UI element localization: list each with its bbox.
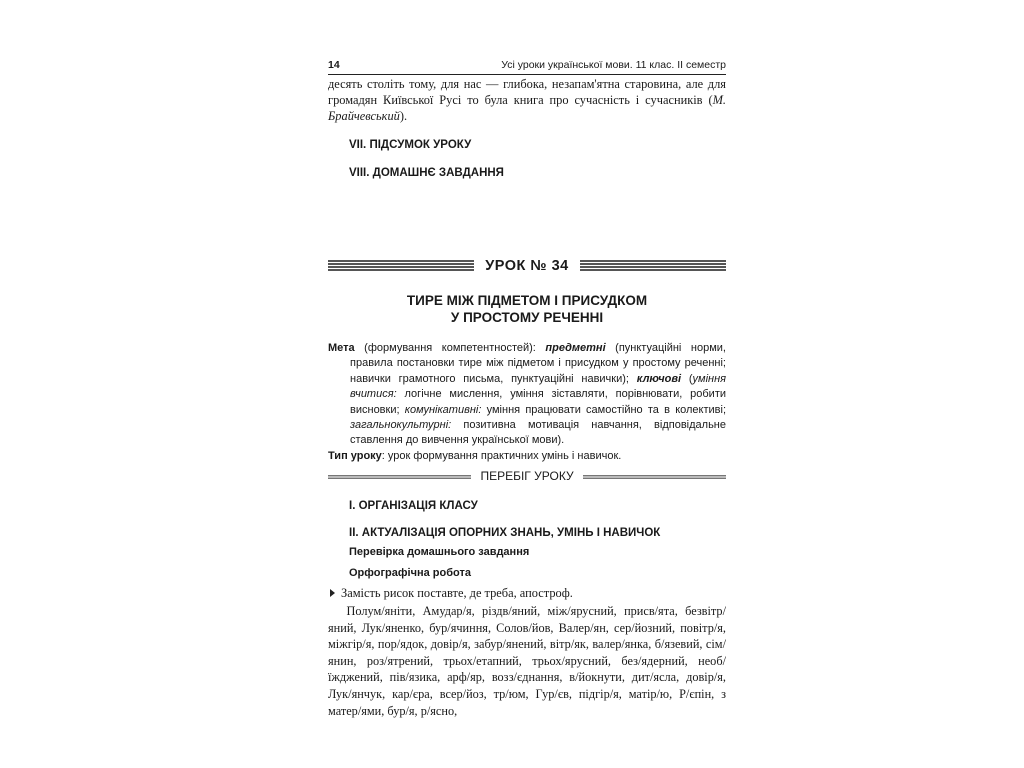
lesson-meta: [328, 341, 726, 464]
type-text: : урок формування практичних умінь і навичок.: [381, 449, 622, 462]
lesson-topic: [328, 292, 726, 326]
subject-label: предметні: [545, 342, 606, 354]
subject-text: (пунктуаційні норми, правила постановки тире між підметом і присудком у простому реченні; навички грамотного письма, пунктуаційні навички);: [350, 342, 726, 385]
type-label: Тип уроку: [328, 449, 382, 462]
learn-text: логічне мислення, уміння зіставляти, порівнювати, робити висновки;: [350, 388, 726, 416]
goal-label: Мета: [328, 342, 355, 354]
section-heading-i: І. ОРГАНІЗАЦІЯ КЛАСУ: [349, 500, 478, 512]
intro-end: ).: [399, 108, 408, 123]
exercise-text: [328, 603, 726, 719]
learn-label: уміння вчитися:: [350, 372, 726, 401]
course-label: ПЕРЕБІГ УРОКУ: [328, 469, 726, 483]
lesson-banner: [328, 258, 726, 274]
task-instruction-text: Замість рисок поставте, де треба, апостроф.: [341, 586, 573, 600]
running-header: [328, 56, 726, 75]
key-open: (: [681, 372, 693, 385]
topic-line-2: У ПРОСТОМУ РЕЧЕННІ: [450, 310, 604, 325]
intro-author: М. Брайчевський: [328, 92, 726, 123]
topic-line-1: ТИРЕ МІЖ ПІДМЕТОМ І ПРИСУДКОМ: [406, 293, 648, 308]
type-paragraph: [328, 449, 726, 464]
intro-paragraph: [328, 77, 726, 124]
section-heading-ii: ІІ. АКТУАЛІЗАЦІЯ ОПОРНИХ ЗНАНЬ, УМІНЬ І НАВИЧОК: [349, 527, 661, 539]
triangle-bullet-icon: [330, 589, 335, 597]
comm-text: уміння працювати самостійно та в колективі;: [481, 403, 727, 416]
task-instruction: [328, 586, 726, 602]
exercise-words: Полум/яніти, Амудар/я, різдв/яний, між/ярусний, присв/ята, безвітр/яний, Лук/яненко, бур/ячиння, Солов/йов, Валер/ян, сер/йозний, повітр/я, міжгір/я, пор/ядок, довір/я, забур/янений, вітр/як, валер/янка, б/язевий, сім/янин, роз/ятрений, трьох/етапний, трьох/ярусний, без/ядерний, необ/їжджений, пів/язика, арф/яр, возз/єднання, в/йокнути, дит/ясла, довір/я, Лук/янчук, кар/єра, всер/йоз, тр/юм, Гур/єв, підгір/я, матір/ю, Р/єпін, з матер/ями, бур/я, р/ясно,: [328, 604, 726, 718]
running-title: Усі уроки української мови. 11 клас. ІІ семестр: [501, 59, 726, 71]
cult-label: загальнокультурні:: [350, 419, 452, 432]
book-page: [328, 56, 727, 718]
lesson-number: УРОК № 34: [328, 258, 726, 274]
course-separator: [328, 470, 726, 484]
section-heading-vii: VII. ПІДСУМОК УРОКУ: [349, 139, 472, 151]
goal-paragraph: [328, 341, 726, 449]
section-heading-viii: VIII. ДОМАШНЄ ЗАВДАННЯ: [349, 167, 504, 179]
goal-paren: (формування компетентностей):: [354, 342, 546, 354]
page-number: 14: [328, 59, 340, 71]
cult-text: позитивна мотивація навчання, відповідальне ставлення до вивчення української мови).: [350, 419, 726, 447]
intro-text: десять століть тому, для нас — глибока, незапам'ятна старовина, але для громадян Київської Русі то була книга про сучасність і сучасників (: [328, 77, 726, 107]
key-label: ключові: [636, 372, 682, 385]
comm-label: комунікативні:: [404, 403, 482, 416]
homework-check-heading: Перевірка домашнього завдання: [349, 546, 530, 558]
spelling-work-heading: Орфографічна робота: [349, 567, 471, 579]
